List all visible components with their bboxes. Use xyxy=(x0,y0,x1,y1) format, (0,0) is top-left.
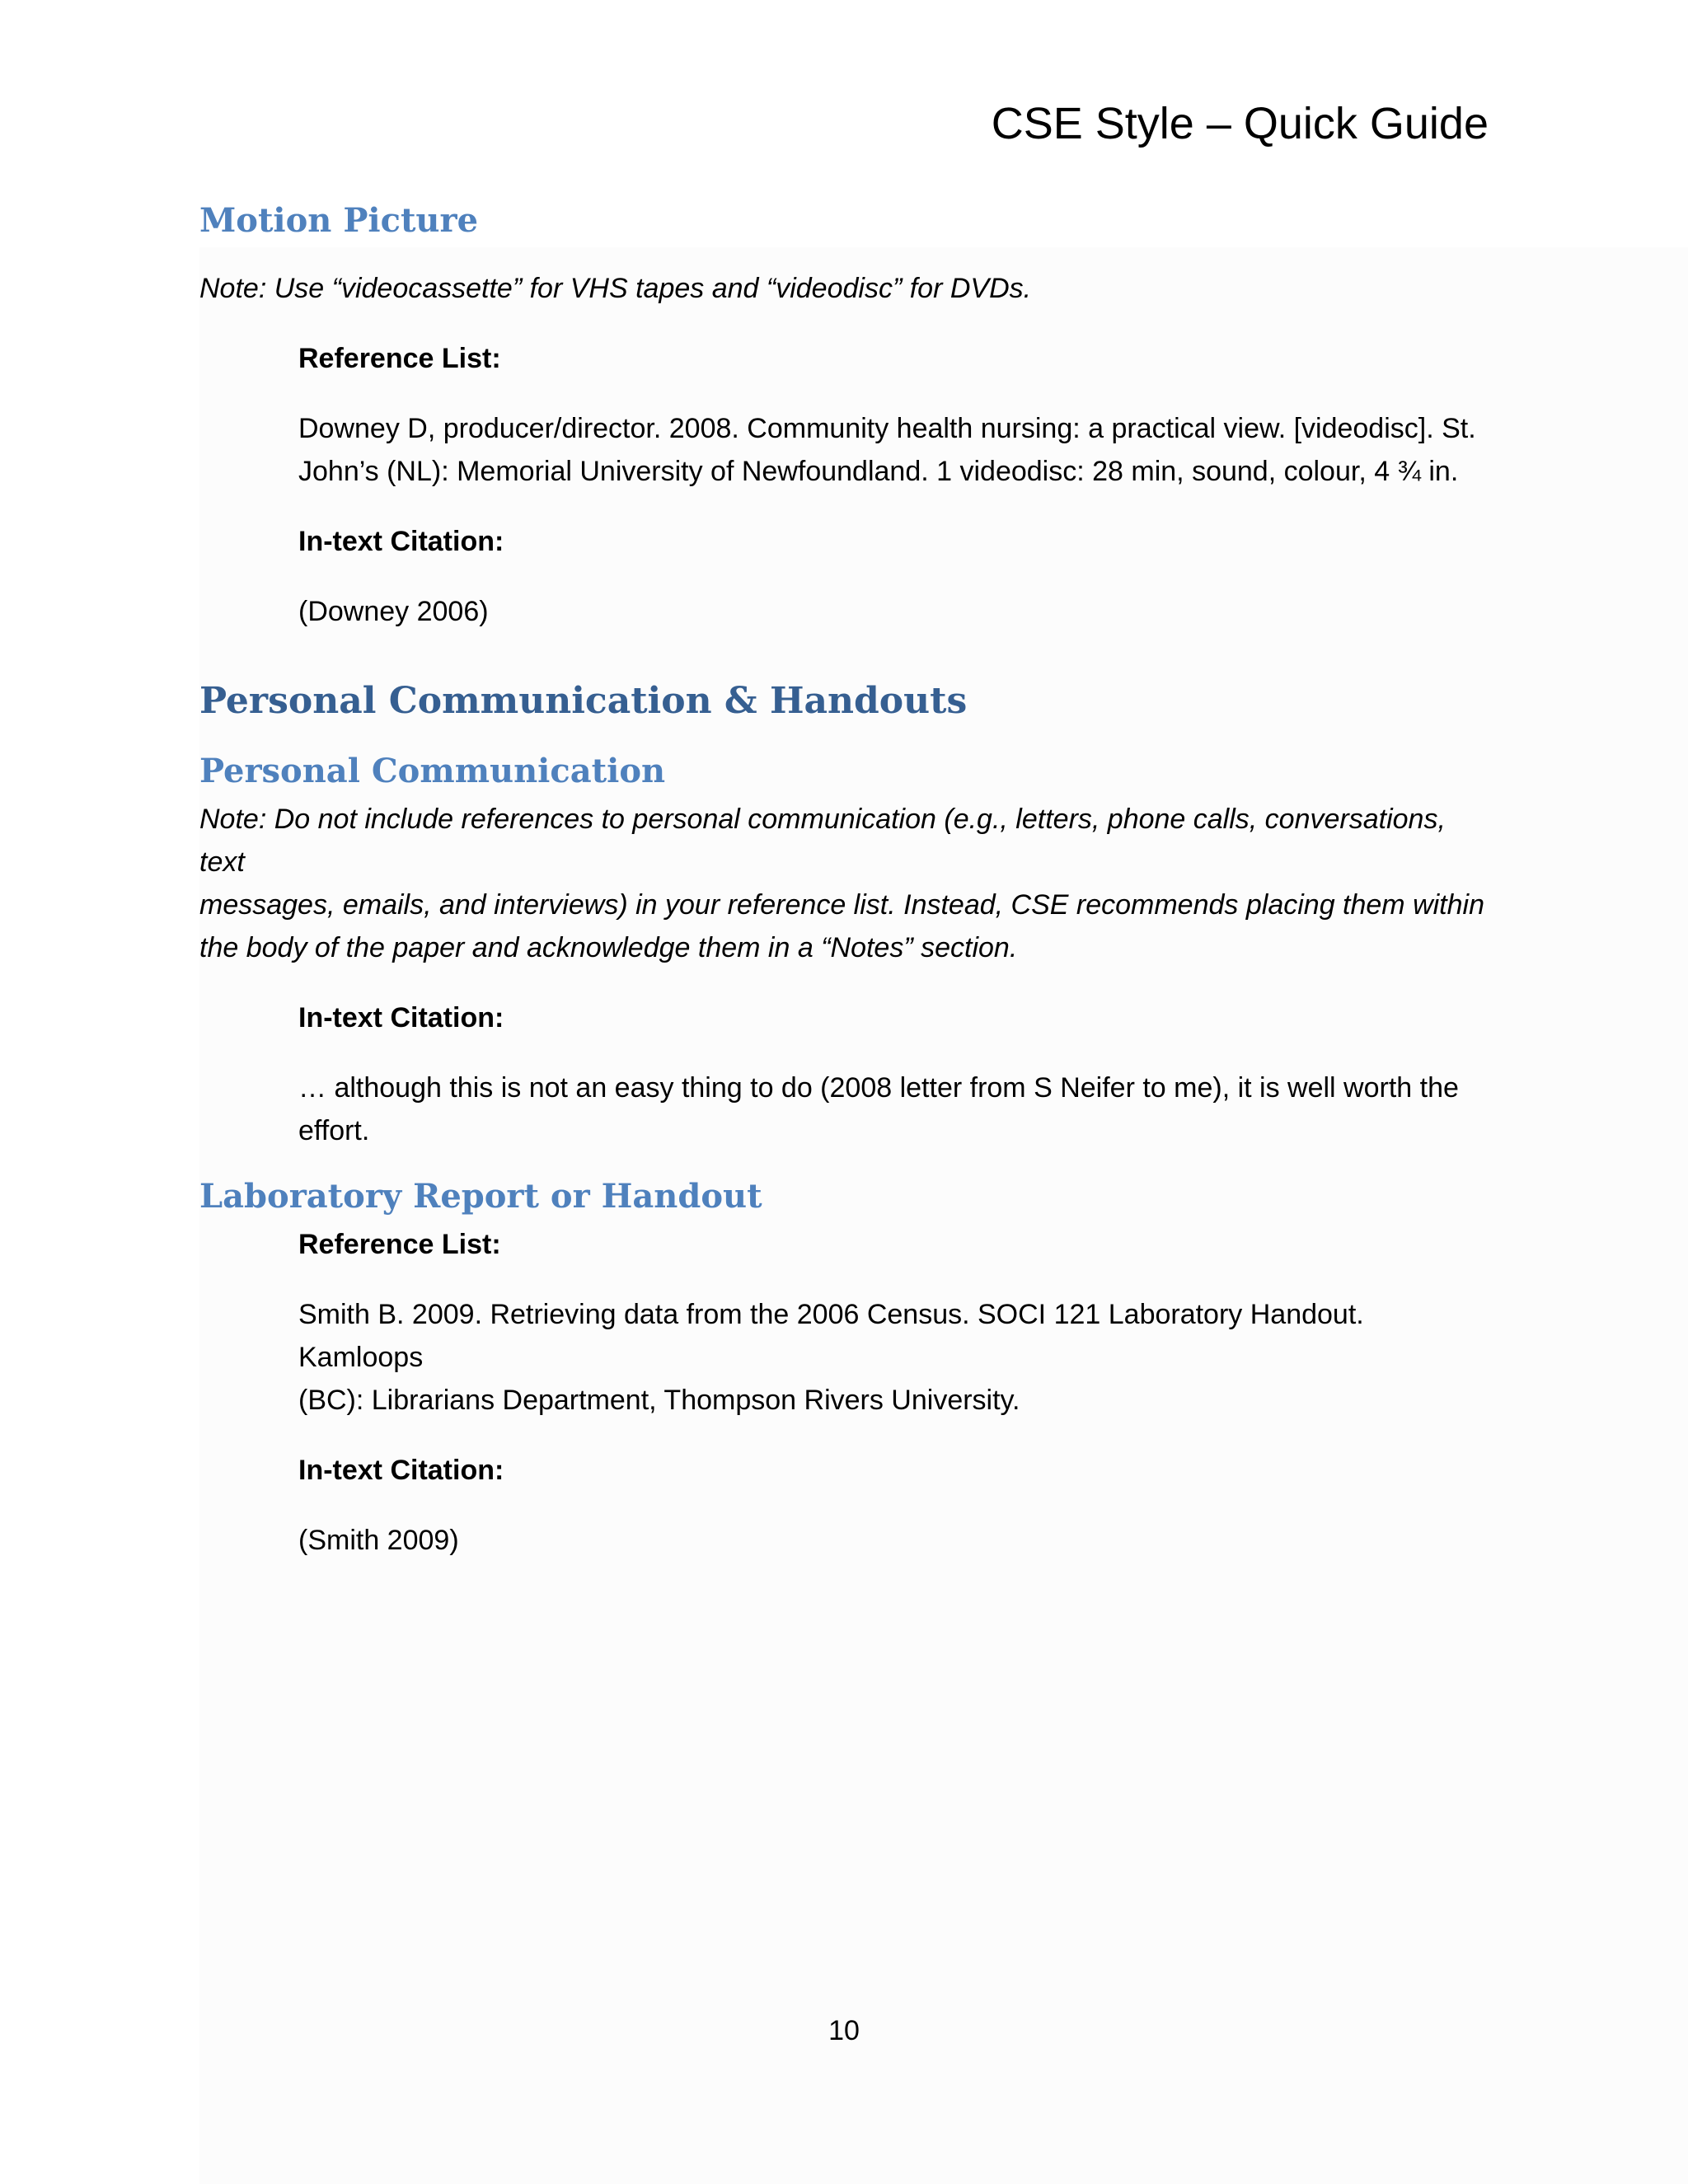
laboratory-report-reference-line-1: Smith B. 2009. Retrieving data from the 2006 Census. SOCI 121 Laboratory Handout. Kamloops xyxy=(298,1299,1364,1373)
motion-picture-reference-line-2: John’s (NL): Memorial University of Newfoundland. 1 videodisc: 28 min, sound, colour, 4 ¾ in. xyxy=(298,456,1459,487)
motion-picture-note: Note: Use “videocassette” for VHS tapes and “videodisc” for DVDs. xyxy=(199,273,1032,304)
motion-picture-reference-label: Reference List: xyxy=(298,343,501,374)
page-content xyxy=(199,194,1489,1562)
laboratory-report-heading: Laboratory Report or Handout xyxy=(199,1177,762,1216)
personal-communication-note xyxy=(199,798,1489,969)
laboratory-report-citation: (Smith 2009) xyxy=(298,1525,459,1556)
page-header-title: CSE Style – Quick Guide xyxy=(991,99,1489,148)
motion-picture-heading: Motion Picture xyxy=(199,201,479,240)
personal-communication-heading: Personal Communication xyxy=(199,752,666,790)
laboratory-report-citation-label: In-text Citation: xyxy=(298,1455,504,1486)
laboratory-report-reference-line-2: (BC): Librarians Department, Thompson Rivers University. xyxy=(298,1385,1020,1416)
personal-communication-note-line-2: messages, emails, and interviews) in your reference list. Instead, CSE recommends placing them within xyxy=(199,889,1485,921)
personal-communication-citation-line-2: effort. xyxy=(298,1115,370,1146)
page-number: 10 xyxy=(828,2015,860,2046)
personal-communication-citation-label: In-text Citation: xyxy=(298,1002,504,1033)
laboratory-report-reference-label: Reference List: xyxy=(298,1229,501,1260)
laboratory-report-reference xyxy=(298,1293,1489,1422)
motion-picture-reference xyxy=(298,407,1489,493)
personal-communication-note-line-3: the body of the paper and acknowledge them in a “Notes” section. xyxy=(199,932,1018,963)
personal-communication-handouts-heading: Personal Communication & Handouts xyxy=(199,680,968,722)
motion-picture-citation: (Downey 2006) xyxy=(298,596,489,627)
personal-communication-note-line-1: Note: Do not include references to personal communication (e.g., letters, phone calls, conversations, text xyxy=(199,804,1446,878)
personal-communication-citation xyxy=(298,1066,1489,1152)
motion-picture-citation-label: In-text Citation: xyxy=(298,526,504,557)
motion-picture-reference-line-1: Downey D, producer/director. 2008. Community health nursing: a practical view. [videodisc]. St. xyxy=(298,413,1476,444)
personal-communication-citation-line-1: … although this is not an easy thing to do (2008 letter from S Neifer to me), it is well worth the xyxy=(298,1072,1459,1104)
